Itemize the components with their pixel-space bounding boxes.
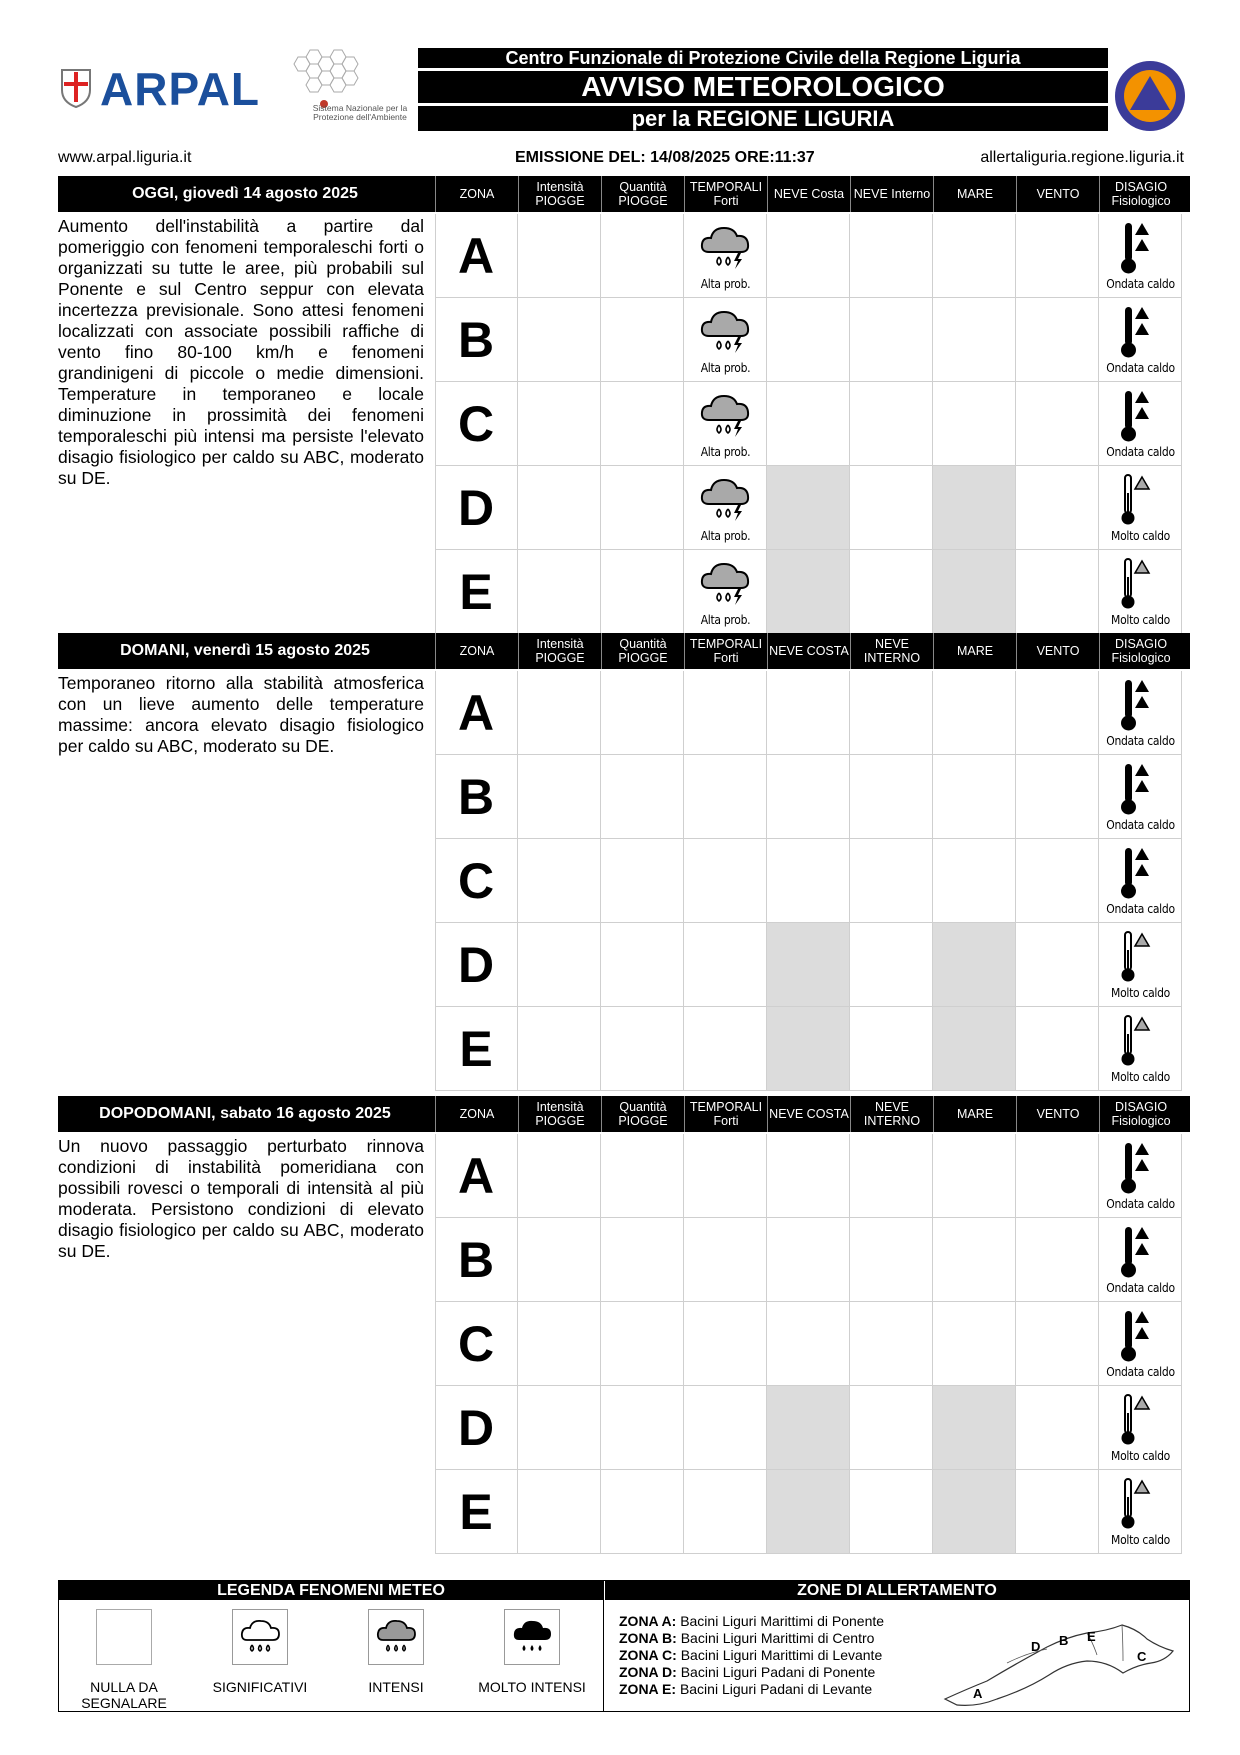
legend-zones-title: ZONE DI ALLERTAMENTO	[605, 1581, 1189, 1600]
storm-probability: Alta prob.	[700, 613, 751, 627]
column-header: NEVE Costa	[767, 176, 850, 212]
grid-cell	[850, 923, 933, 1007]
storm-cell	[684, 382, 767, 466]
storm-probability: Alta prob.	[700, 445, 751, 459]
map-label-d: D	[1031, 1639, 1041, 1654]
heat-cell	[1099, 671, 1182, 755]
arpal-website[interactable]: www.arpal.liguria.it	[58, 149, 192, 166]
forecast-section	[58, 633, 1190, 1091]
storm-cell	[684, 298, 767, 382]
allerta-website[interactable]: allertaliguria.regione.liguria.it	[980, 149, 1184, 166]
legend-item-molto-intensi	[467, 1609, 597, 1705]
grid-cell	[684, 1218, 767, 1302]
grid-cell	[1016, 923, 1099, 1007]
legend-label: SIGNIFICATIVI	[212, 1679, 308, 1695]
zone-letter: A	[457, 1148, 495, 1204]
map-label-c: C	[1137, 1649, 1147, 1664]
snpa-logo	[288, 46, 414, 132]
storm-cell	[684, 466, 767, 550]
column-header: ZONA	[435, 633, 518, 669]
grid-cell	[518, 1386, 601, 1470]
section-description: Temporaneo ritorno alla stabilità atmosferica con un lieve aumento delle temperature massime: ancora elevato disagio fisiologico per caldo su ABC, moderato su DE.	[58, 673, 424, 756]
grid-cell	[933, 382, 1016, 466]
grid-cell	[601, 1386, 684, 1470]
grid-cell	[518, 839, 601, 923]
grid-cell	[684, 671, 767, 755]
zone-item-e: ZONA E: Bacini Liguri Padani di Levante	[619, 1681, 873, 1697]
grid-cell	[1016, 298, 1099, 382]
column-header: Quantità PIOGGE	[601, 633, 684, 669]
legend-label: INTENSI	[368, 1679, 424, 1695]
grid-cell	[850, 1218, 933, 1302]
grid-cell	[933, 1302, 1016, 1386]
grid-cell	[933, 1218, 1016, 1302]
liguria-zone-map	[937, 1603, 1187, 1707]
column-header: DISAGIO Fisiologico	[1099, 176, 1182, 212]
legend-label: MOLTO INTENSI	[478, 1679, 586, 1695]
grid-cell	[601, 466, 684, 550]
grid-cell	[1016, 1007, 1099, 1091]
grid-cell	[1016, 466, 1099, 550]
hexagon-network-icon	[290, 46, 370, 108]
grid-cell	[518, 298, 601, 382]
header-line-1: Centro Funzionale di Protezione Civile della Regione Liguria	[418, 48, 1108, 68]
section-title: OGGI, giovedì 14 agosto 2025	[132, 185, 358, 202]
heat-level: Ondata caldo	[1106, 277, 1175, 291]
section-header	[58, 1096, 1190, 1132]
grid-cell	[767, 923, 850, 1007]
column-header: ZONA	[435, 1096, 518, 1132]
zone-item-d: ZONA D: Bacini Liguri Padani di Ponente	[619, 1664, 876, 1680]
grid-cell	[850, 1134, 933, 1218]
zone-item-b: ZONA B: Bacini Liguri Marittimi di Centro	[619, 1630, 875, 1646]
grid-cell	[933, 923, 1016, 1007]
column-header: NEVE INTERNO	[850, 633, 933, 669]
column-header: DISAGIO Fisiologico	[1099, 633, 1182, 669]
grid-cell	[601, 550, 684, 634]
zone-label	[435, 1386, 518, 1470]
heat-level: Molto caldo	[1111, 1533, 1170, 1547]
snpa-logo-text: Sistema Nazionale per la Protezione dell'Ambiente	[312, 103, 408, 122]
grid-cell	[850, 466, 933, 550]
grid-cell	[933, 466, 1016, 550]
storm-probability: Alta prob.	[700, 529, 751, 543]
heat-level: Molto caldo	[1111, 613, 1170, 627]
grid-cell	[518, 382, 601, 466]
grid-cell	[1016, 1218, 1099, 1302]
grid-cell	[601, 671, 684, 755]
grid-cell	[850, 755, 933, 839]
grid-cell	[767, 1007, 850, 1091]
grid-cell	[1016, 1470, 1099, 1554]
zone-letter: B	[457, 769, 495, 825]
forecast-section	[58, 1096, 1190, 1554]
zone-letter: B	[457, 312, 495, 368]
column-header: Intensità PIOGGE	[518, 633, 601, 669]
grid-cell	[1016, 382, 1099, 466]
grid-cell	[850, 839, 933, 923]
column-header: TEMPORALI Forti	[684, 1096, 767, 1132]
grid-cell	[601, 1302, 684, 1386]
grid-cell	[684, 839, 767, 923]
heat-level: Ondata caldo	[1106, 445, 1175, 459]
heat-cell	[1099, 1218, 1182, 1302]
column-header: NEVE COSTA	[767, 1096, 850, 1132]
grid-cell	[1016, 839, 1099, 923]
zone-label	[435, 755, 518, 839]
zone-letter: D	[457, 480, 495, 536]
grid-cell	[1016, 214, 1099, 298]
grid-cell	[684, 1007, 767, 1091]
zone-letter: D	[457, 1400, 495, 1456]
grid-cell	[933, 1470, 1016, 1554]
section-description: Un nuovo passaggio perturbato rinnova condizioni di instabilità pomeridiana con possibili rovesci o temporali di intensità al più moderata. Persistono condizioni di elevato disagio fisiologico per caldo su ABC, moderato su DE.	[58, 1136, 424, 1261]
grid-cell	[601, 839, 684, 923]
heat-level: Ondata caldo	[1106, 361, 1175, 375]
grid-cell	[684, 923, 767, 1007]
zone-letter: A	[457, 228, 495, 284]
grid-cell	[767, 1302, 850, 1386]
grid-cell	[767, 550, 850, 634]
column-header: DISAGIO Fisiologico	[1099, 1096, 1182, 1132]
zone-label	[435, 671, 518, 755]
grid-cell	[767, 298, 850, 382]
column-header: VENTO	[1016, 633, 1099, 669]
map-label-b: B	[1059, 1633, 1069, 1648]
grid-cell	[850, 1470, 933, 1554]
section-title: DOMANI, venerdì 15 agosto 2025	[120, 642, 370, 659]
grid-cell	[767, 671, 850, 755]
heat-level: Molto caldo	[1111, 1070, 1170, 1084]
empty-box-icon	[96, 1609, 152, 1665]
grid-cell	[933, 1007, 1016, 1091]
grid-cell	[850, 1302, 933, 1386]
arpal-logo	[60, 62, 260, 117]
cloud-rain-outline-icon	[232, 1609, 288, 1665]
grid-cell	[684, 755, 767, 839]
section-header	[58, 633, 1190, 669]
heat-cell	[1099, 839, 1182, 923]
grid-cell	[518, 214, 601, 298]
grid-cell	[1016, 1302, 1099, 1386]
zone-letter: C	[457, 396, 495, 452]
grid-cell	[933, 550, 1016, 634]
grid-cell	[850, 214, 933, 298]
legend-label: NULLA DA SEGNALARE	[81, 1679, 167, 1711]
grid-cell	[601, 755, 684, 839]
emission-date: EMISSIONE DEL: 14/08/2025 ORE:11:37	[515, 149, 815, 166]
zone-item-c: ZONA C: Bacini Liguri Marittimi di Levante	[619, 1647, 883, 1663]
zone-item-a: ZONA A: Bacini Liguri Marittimi di Ponente	[619, 1613, 885, 1629]
heat-cell	[1099, 755, 1182, 839]
grid-cell	[601, 298, 684, 382]
grid-cell	[601, 1218, 684, 1302]
grid-cell	[518, 1470, 601, 1554]
grid-cell	[767, 466, 850, 550]
column-header: VENTO	[1016, 1096, 1099, 1132]
grid-cell	[684, 1386, 767, 1470]
zone-label	[435, 839, 518, 923]
grid-cell	[601, 382, 684, 466]
grid-cell	[1016, 550, 1099, 634]
zone-label	[435, 923, 518, 1007]
zone-label	[435, 1302, 518, 1386]
column-header: MARE	[933, 633, 1016, 669]
protezione-civile-logo	[1114, 60, 1186, 132]
heat-cell	[1099, 466, 1182, 550]
grid-cell	[850, 550, 933, 634]
heat-level: Molto caldo	[1111, 529, 1170, 543]
zone-letter: E	[459, 1484, 493, 1540]
cloud-rain-black-icon	[504, 1609, 560, 1665]
grid-cell	[518, 1302, 601, 1386]
legend-meteo-title: LEGENDA FENOMENI METEO	[59, 1581, 603, 1600]
zone-label	[435, 1470, 518, 1554]
heat-level: Molto caldo	[1111, 986, 1170, 1000]
grid-cell	[601, 1470, 684, 1554]
column-header: NEVE COSTA	[767, 633, 850, 669]
section-title: DOPODOMANI, sabato 16 agosto 2025	[99, 1105, 391, 1122]
grid-cell	[933, 839, 1016, 923]
grid-cell	[933, 1386, 1016, 1470]
header-title: AVVISO METEOROLOGICO	[418, 71, 1108, 103]
zone-letter: A	[457, 685, 495, 741]
grid-cell	[518, 755, 601, 839]
grid-cell	[1016, 671, 1099, 755]
header-line-3: per la REGIONE LIGURIA	[418, 106, 1108, 131]
heat-level: Ondata caldo	[1106, 1197, 1175, 1211]
map-label-a: A	[973, 1686, 983, 1701]
heat-cell	[1099, 298, 1182, 382]
grid-cell	[850, 1386, 933, 1470]
forecast-section	[58, 176, 1190, 634]
heat-cell	[1099, 1386, 1182, 1470]
grid-cell	[767, 214, 850, 298]
liguria-shield-icon	[60, 68, 92, 108]
zone-letter: E	[459, 564, 493, 620]
column-header: MARE	[933, 176, 1016, 212]
grid-cell	[850, 1007, 933, 1091]
grid-cell	[767, 1386, 850, 1470]
grid-cell	[933, 755, 1016, 839]
grid-cell	[684, 1470, 767, 1554]
zone-label	[435, 1007, 518, 1091]
column-header: Intensità PIOGGE	[518, 1096, 601, 1132]
section-header	[58, 176, 1190, 212]
zone-letter: B	[457, 1232, 495, 1288]
grid-cell	[1016, 755, 1099, 839]
zone-letter: D	[457, 937, 495, 993]
grid-cell	[518, 550, 601, 634]
grid-cell	[518, 1134, 601, 1218]
heat-cell	[1099, 382, 1182, 466]
zone-letter: E	[459, 1021, 493, 1077]
column-header: Quantità PIOGGE	[601, 176, 684, 212]
legend-item-significativi	[195, 1609, 325, 1705]
column-header: Quantità PIOGGE	[601, 1096, 684, 1132]
column-header: TEMPORALI Forti	[684, 176, 767, 212]
grid-cell	[518, 1007, 601, 1091]
grid-cell	[933, 214, 1016, 298]
protezione-civile-emblem-icon	[1114, 60, 1186, 132]
heat-level: Ondata caldo	[1106, 1365, 1175, 1379]
column-header: NEVE INTERNO	[850, 1096, 933, 1132]
storm-cell	[684, 214, 767, 298]
map-label-e: E	[1087, 1629, 1096, 1644]
grid-cell	[767, 1134, 850, 1218]
arpal-logo-text: ARPAL	[100, 63, 261, 115]
grid-cell	[767, 755, 850, 839]
column-header: ZONA	[435, 176, 518, 212]
zone-label	[435, 298, 518, 382]
legend-panel	[58, 1580, 1190, 1712]
heat-cell	[1099, 1302, 1182, 1386]
grid-cell	[767, 382, 850, 466]
heat-level: Molto caldo	[1111, 1449, 1170, 1463]
grid-cell	[684, 1134, 767, 1218]
grid-cell	[601, 1134, 684, 1218]
heat-cell	[1099, 1134, 1182, 1218]
heat-level: Ondata caldo	[1106, 1281, 1175, 1295]
column-header: MARE	[933, 1096, 1016, 1132]
grid-cell	[933, 298, 1016, 382]
grid-cell	[518, 1218, 601, 1302]
grid-cell	[684, 1302, 767, 1386]
legend-item-intensi	[331, 1609, 461, 1705]
heat-level: Ondata caldo	[1106, 734, 1175, 748]
zone-letter: C	[457, 1316, 495, 1372]
grid-cell	[767, 839, 850, 923]
storm-probability: Alta prob.	[700, 361, 751, 375]
grid-cell	[518, 466, 601, 550]
grid-cell	[518, 671, 601, 755]
heat-cell	[1099, 214, 1182, 298]
heat-level: Ondata caldo	[1106, 818, 1175, 832]
grid-cell	[1016, 1386, 1099, 1470]
grid-cell	[601, 923, 684, 1007]
legend-item-nulla	[59, 1609, 189, 1711]
zone-letter: C	[457, 853, 495, 909]
zone-label	[435, 466, 518, 550]
zone-label	[435, 1218, 518, 1302]
cloud-rain-gray-icon	[368, 1609, 424, 1665]
grid-cell	[767, 1470, 850, 1554]
column-header: VENTO	[1016, 176, 1099, 212]
grid-cell	[933, 671, 1016, 755]
storm-probability: Alta prob.	[700, 277, 751, 291]
heat-cell	[1099, 1007, 1182, 1091]
column-header: TEMPORALI Forti	[684, 633, 767, 669]
column-header: NEVE Interno	[850, 176, 933, 212]
grid-cell	[850, 671, 933, 755]
zone-label	[435, 382, 518, 466]
grid-cell	[767, 1218, 850, 1302]
zone-label	[435, 1134, 518, 1218]
grid-cell	[850, 382, 933, 466]
grid-cell	[1016, 1134, 1099, 1218]
zone-list	[619, 1613, 884, 1698]
column-header: Intensità PIOGGE	[518, 176, 601, 212]
heat-level: Ondata caldo	[1106, 902, 1175, 916]
grid-cell	[601, 214, 684, 298]
heat-cell	[1099, 550, 1182, 634]
storm-cell	[684, 550, 767, 634]
section-description: Aumento dell'instabilità a partire dal pomeriggio con fenomeni temporaleschi forti o organizzati su tutte le aree, più probabili sul Ponente e sul Centro seppur con elevata incertezza previsionale. Sono attesi fenomeni localizzati con associate possibili raffiche di vento fino 80-100 km/h e fenomeni grandinigeni di piccole o medie dimensioni. Temperature in temporaneo e locale diminuzione in prossimità dei fenomeni temporaleschi più intensi ma persiste l'elevato disagio fisiologico per caldo su ABC, moderato su DE.	[58, 216, 424, 488]
grid-cell	[850, 298, 933, 382]
grid-cell	[518, 923, 601, 1007]
grid-cell	[601, 1007, 684, 1091]
grid-cell	[933, 1134, 1016, 1218]
zone-label	[435, 214, 518, 298]
zone-label	[435, 550, 518, 634]
heat-cell	[1099, 923, 1182, 1007]
heat-cell	[1099, 1470, 1182, 1554]
